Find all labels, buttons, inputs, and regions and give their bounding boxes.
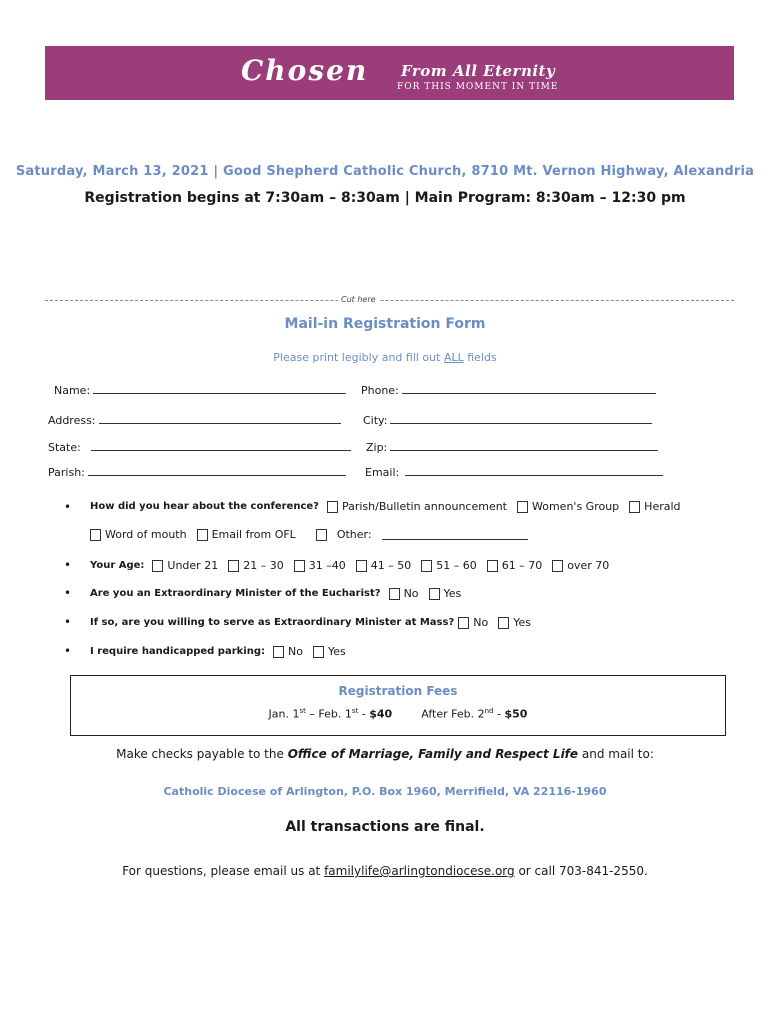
state-field[interactable]: [48, 441, 351, 454]
checkbox-age-21-30[interactable]: [228, 560, 239, 572]
option-label: Women's Group: [532, 500, 620, 513]
address-field[interactable]: [48, 414, 341, 427]
final-notice: All transactions are final.: [285, 819, 485, 835]
question-heard: [90, 500, 683, 513]
banner-title: Chosen: [241, 54, 369, 87]
cut-label: Cut here: [338, 295, 379, 304]
checkbox-email-ofl[interactable]: [197, 529, 208, 541]
form-title: Mail-in Registration Form: [284, 316, 486, 332]
question-serve-label: If so, are you willing to serve as Extraordinary Minister at Mass?: [90, 617, 455, 628]
checkbox-other[interactable]: [316, 529, 327, 541]
bullet-icon: •: [64, 615, 72, 629]
option-label: Parish/Bulletin announcement: [341, 500, 507, 513]
late-price: $50: [504, 707, 528, 721]
checkbox-serve-no[interactable]: [458, 617, 469, 629]
checkbox-age-31-40[interactable]: [294, 560, 305, 572]
address-label: Address:: [48, 414, 96, 427]
question-serve: [90, 616, 533, 629]
checkbox-age-51-60[interactable]: [421, 560, 432, 572]
event-times: Registration begins at 7:30am – 8:30am | Main Program: 8:30am – 12:30 pm: [84, 190, 686, 206]
banner-subtitle: FOR THIS MOMENT IN TIME: [397, 82, 559, 92]
state-label: State:: [48, 441, 81, 454]
option-label: Yes: [443, 587, 462, 600]
early-price: $40: [369, 707, 393, 721]
checkbox-herald[interactable]: [629, 501, 640, 513]
option-label: Yes: [513, 616, 531, 629]
city-field[interactable]: [363, 414, 652, 427]
option-label: 21 – 30: [243, 559, 284, 572]
option-label: 51 – 60: [436, 559, 477, 572]
cut-divider: [45, 300, 734, 301]
option-label: Word of mouth: [105, 528, 187, 541]
option-label: Email from OFL: [211, 528, 296, 541]
bullet-icon: •: [64, 558, 72, 572]
checkbox-age-61-70[interactable]: [487, 560, 498, 572]
checkbox-womens-group[interactable]: [517, 501, 528, 513]
bullet-icon: •: [64, 500, 72, 514]
other-input[interactable]: [382, 530, 528, 540]
question-minister: [90, 587, 463, 600]
option-label: Yes: [327, 645, 346, 658]
payee: Office of Marriage, Family and Respect Life: [287, 747, 579, 761]
question-age-label: Your Age:: [90, 560, 145, 571]
email-field[interactable]: [365, 466, 663, 479]
bullet-icon: •: [64, 644, 72, 658]
option-label: 31 –40: [308, 559, 346, 572]
contact-info: For questions, please email us at familylife@arlingtondiocese.org or call 703-841-2550.: [122, 864, 648, 878]
parish-field[interactable]: [48, 466, 346, 479]
banner-tagline: From All Eternity: [401, 62, 556, 80]
header-banner: [45, 46, 734, 100]
phone-field[interactable]: [361, 384, 656, 397]
payment-instructions: Make checks payable to the Office of Marriage, Family and Respect Life and mail to:: [116, 747, 654, 761]
question-parking: [90, 645, 348, 658]
checkbox-parking-no[interactable]: [273, 646, 284, 658]
option-label: No: [288, 645, 303, 658]
checkbox-age-41-50[interactable]: [356, 560, 367, 572]
email-link[interactable]: familylife@arlingtondiocese.org: [324, 864, 515, 878]
option-label: over 70: [567, 559, 610, 572]
parish-label: Parish:: [48, 466, 85, 479]
fees-box: [70, 675, 726, 736]
checkbox-serve-yes[interactable]: [498, 617, 509, 629]
checkbox-word-of-mouth[interactable]: [90, 529, 101, 541]
option-label: Herald: [644, 500, 681, 513]
checkbox-age-under-21[interactable]: [152, 560, 163, 572]
question-parking-label: I require handicapped parking:: [90, 646, 265, 657]
event-details: Saturday, March 13, 2021 | Good Shepherd Catholic Church, 8710 Mt. Vernon Highway, Alexandria: [15, 164, 755, 179]
option-label: No: [403, 587, 419, 600]
mailing-address: Catholic Diocese of Arlington, P.O. Box 1960, Merrifield, VA 22116-1960: [163, 785, 607, 798]
name-label: Name:: [54, 384, 91, 397]
fees-line: Jan. 1st – Feb. 1st - $40 After Feb. 2nd - $50: [268, 707, 528, 721]
fees-title: Registration Fees: [338, 684, 458, 698]
bullet-icon: •: [64, 586, 72, 600]
phone-label: Phone:: [361, 384, 399, 397]
option-label: Under 21: [167, 559, 219, 572]
name-field[interactable]: [54, 384, 346, 397]
option-label: 41 – 50: [370, 559, 412, 572]
zip-field[interactable]: [366, 441, 658, 454]
checkbox-minister-yes[interactable]: [429, 588, 440, 600]
email-label: Email:: [365, 466, 400, 479]
city-label: City:: [363, 414, 388, 427]
option-label: 61 – 70: [501, 559, 543, 572]
option-label: Other:: [336, 528, 372, 541]
question-heard-row2: [84, 528, 528, 541]
option-label: No: [473, 616, 489, 629]
question-minister-label: Are you an Extraordinary Minister of the Eucharist?: [90, 588, 381, 599]
zip-label: Zip:: [366, 441, 388, 454]
question-age: [90, 559, 611, 572]
checkbox-parking-yes[interactable]: [313, 646, 324, 658]
checkbox-minister-no[interactable]: [389, 588, 400, 600]
checkbox-parish[interactable]: [327, 501, 338, 513]
form-instructions: Please print legibly and fill out ALL fields: [273, 351, 497, 364]
checkbox-age-over-70[interactable]: [552, 560, 563, 572]
question-heard-label: How did you hear about the conference?: [90, 501, 319, 512]
